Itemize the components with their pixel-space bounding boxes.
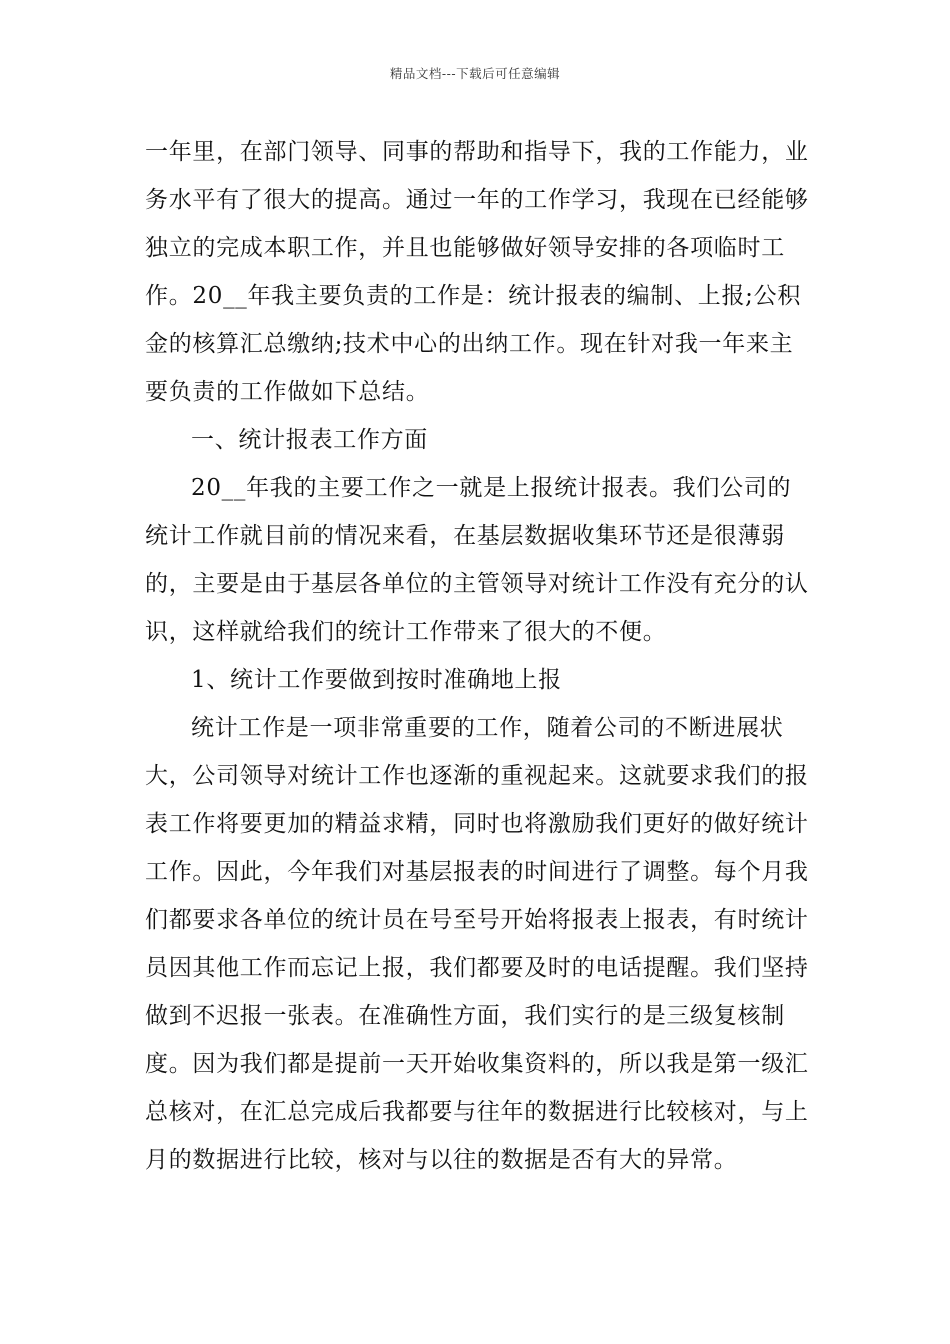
body-paragraph: 一年里，在部门领导、同事的帮助和指导下，我的工作能力，业务水平有了很大的提高。通过一年的工作学习，我现在已经能够独立的完成本职工作，并且也能够做好领导安排的各项临时工作。20__年我主要负责的工作是：统计报表的编制、上报;公积金的核算汇总缴纳;技术中心的出纳工作。现在针对我一年来主要负责的工作做如下总结。 (145, 139, 809, 405)
subsection-heading: 1、统计工作要做到按时准确地上报 (191, 667, 562, 693)
page-header: 精品文档---下载后可任意编辑 (389, 66, 561, 81)
section-heading: 一、统计报表工作方面 (191, 427, 428, 453)
body-paragraph: 统计工作是一项非常重要的工作，随着公司的不断进展状大，公司领导对统计工作也逐渐的重视起来。这就要求我们的报表工作将要更加的精益求精，同时也将激励我们更好的做好统计工作。因此，今年我们对基层报表的时间进行了调整。每个月我们都要求各单位的统计员在号至号开始将报表上报表，有时统计员因其他工作而忘记上报，我们都要及时的电话提醒。我们坚持做到不迟报一张表。在准确性方面，我们实行的是三级复核制度。因为我们都是提前一天开始收集资料的，所以我是第一级汇总核对，在汇总完成后我都要与往年的数据进行比较核对，与上月的数据进行比较，核对与以往的数据是否有大的异常。 (145, 715, 809, 1173)
body-paragraph: 20__年我的主要工作之一就是上报统计报表。我们公司的统计工作就目前的情况来看，在基层数据收集环节还是很薄弱的，主要是由于基层各单位的主管领导对统计工作没有充分的认识，这样就给我们的统计工作带来了很大的不便。 (145, 475, 809, 645)
document-body (145, 128, 810, 1184)
